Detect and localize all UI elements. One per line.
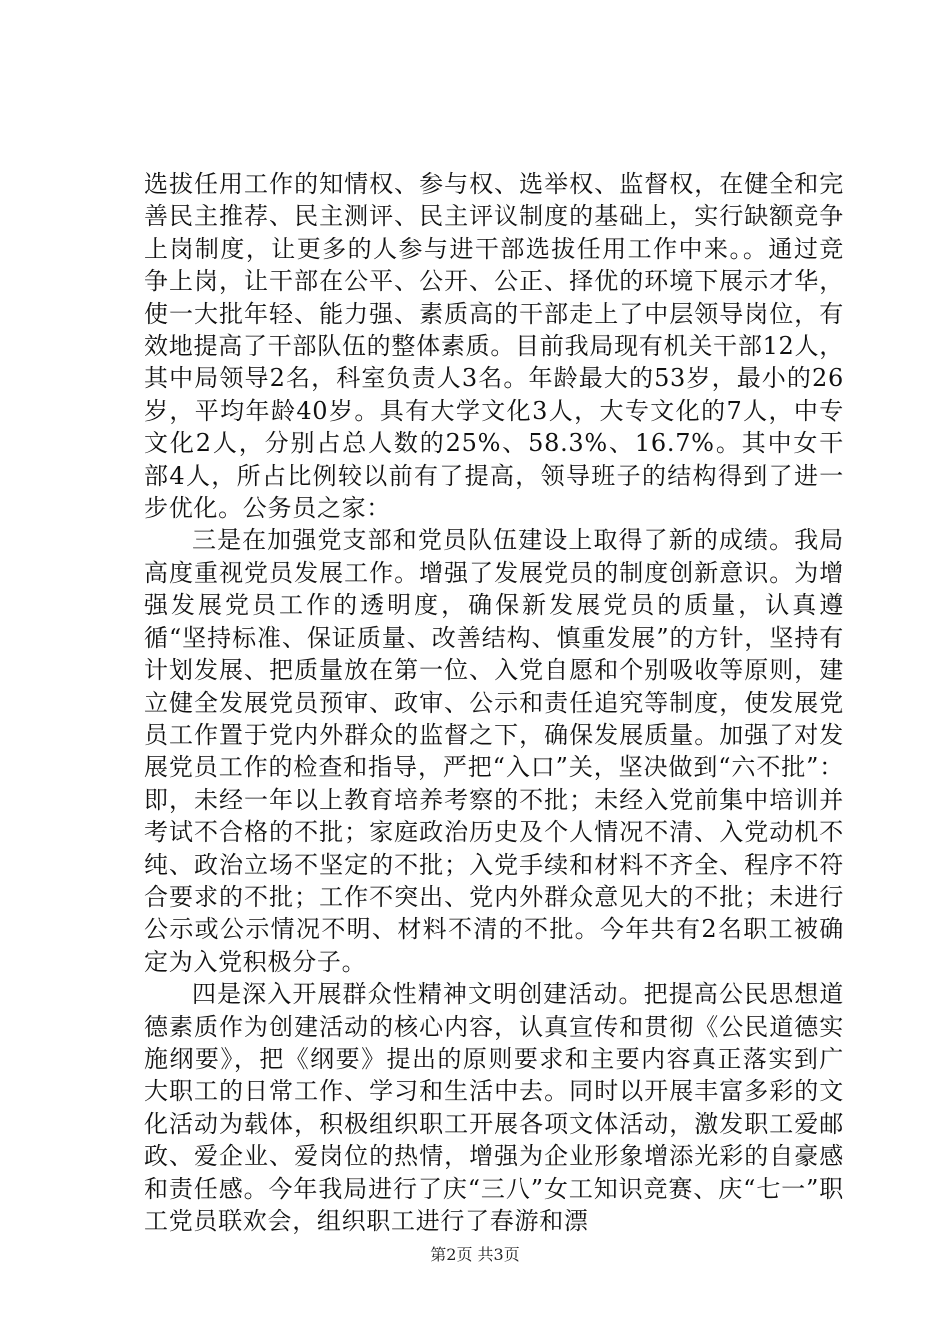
page-footer (0, 1242, 950, 1265)
paragraph-civilization-activities: 四是深入开展群众性精神文明创建活动。把提高公民思想道德素质作为创建活动的核心内容，认真宣传和贯彻《公民道德实施纲要》，把《纲要》提出的原则要求和主要内容真正落实到广大职工的日常工作、学习和生活中去。同时以开展丰富多彩的文化活动为载体，积极组织职工开展各项文体活动，激发职工爱邮政、爱企业、爱岗位的热情，增强为企业形象增添光彩的自豪感和责任感。今年我局进行了庆“三八”女工知识竞赛、庆“七一”职工党员联欢会，组织职工进行了春游和漂 (144, 980, 844, 1235)
paragraph-party-building: 三是在加强党支部和党员队伍建设上取得了新的成绩。我局高度重视党员发展工作。增强了发展党员的制度创新意识。为增强发展党员工作的透明度，确保新发展党员的质量，认真遵循“坚持标准、保证质量、改善结构、慎重发展”的方针，坚持有计划发展、把质量放在第一位、入党自愿和个别吸收等原则，建立健全发展党员预审、政审、公示和责任追究等制度，使发展党员工作置于党内外群众的监督之下，确保发展质量。加强了对发展党员工作的检查和指导，严把“入口”关，坚决做到“六不批”：即，未经一年以上教育培养考察的不批；未经入党前集中培训并考试不合格的不批；家庭政治历史及个人情况不清、入党动机不纯、政治立场不坚定的不批；入党手续和材料不齐全、程序不符合要求的不批；工作不突出、党内外群众意见大的不批；未进行公示或公示情况不明、材料不清的不批。今年共有2名职工被确定为入党积极分子。 (144, 526, 844, 976)
page-number-indicator: 第2页 共3页 (430, 1245, 520, 1264)
paragraph-cadre-selection: 选拔任用工作的知情权、参与权、选举权、监督权，在健全和完善民主推荐、民主测评、民主评议制度的基础上，实行缺额竞争上岗制度，让更多的人参与进干部选拔任用工作中来。。通过竞争上岗，让干部在公平、公开、公正、择优的环境下展示才华，使一大批年轻、能力强、素质高的干部走上了中层领导岗位，有效地提高了干部队伍的整体素质。目前我局现有机关干部12人，其中局领导2名，科室负责人3名。年龄最大的53岁，最小的26岁，平均年龄40岁。具有大学文化3人，大专文化的7人，中专文化2人，分别占总人数的25%、58.3%、16.7%。其中女干部4人，所占比例较以前有了提高，领导班子的结构得到了进一步优化。公务员之家： (144, 170, 844, 523)
document-body (144, 168, 844, 1237)
